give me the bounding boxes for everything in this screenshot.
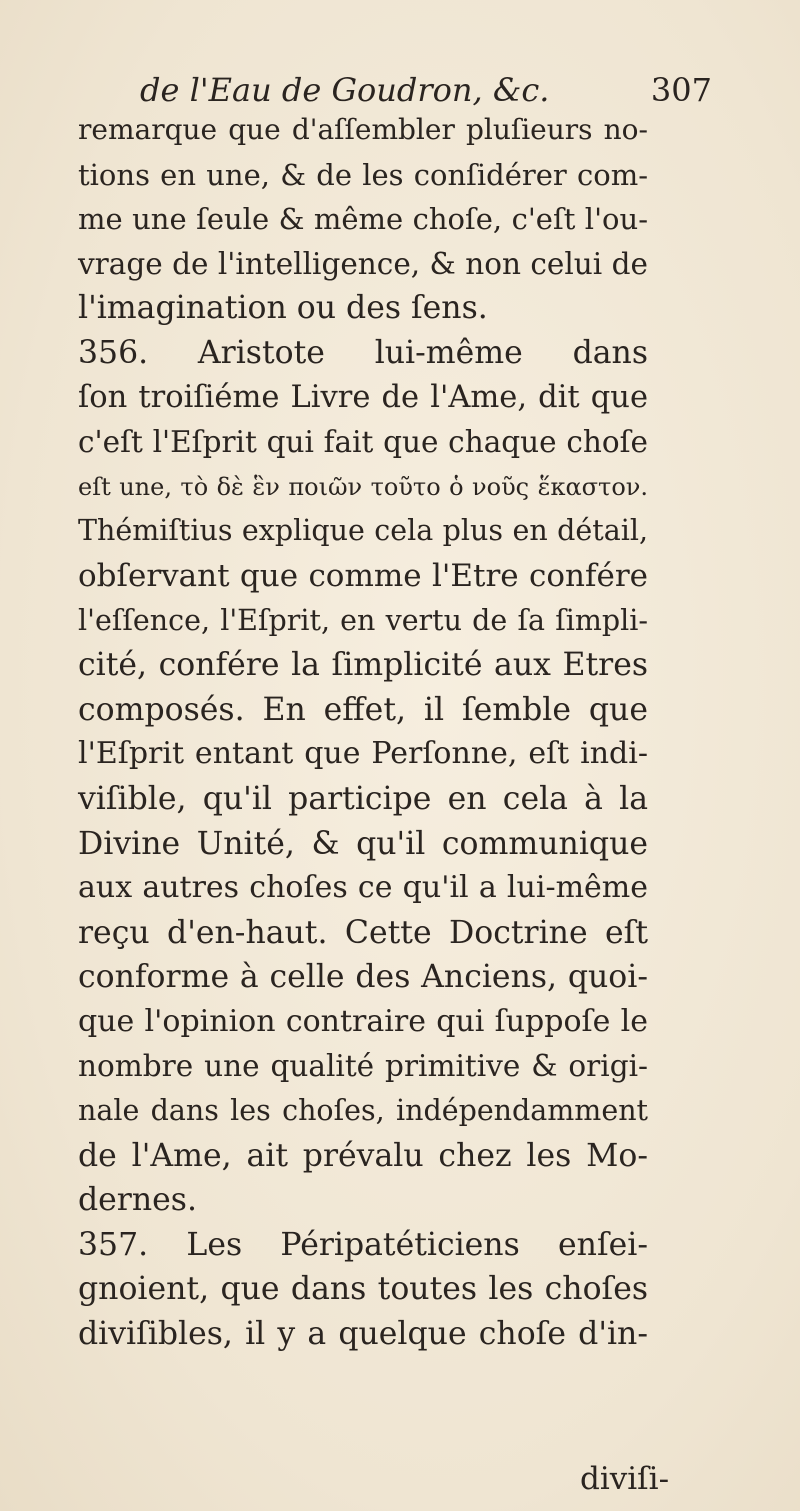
text-line: l'imagination ou des ſens. xyxy=(78,290,488,327)
text-line: de l'Ame, ait prévalu chez les Mo- xyxy=(78,1137,648,1174)
catchword: diviſi- xyxy=(580,1461,670,1497)
running-title: de l'Eau de Goudron, &c. xyxy=(140,71,550,109)
text-line: l'Eſprit entant que Perſonne, eſt indi- xyxy=(78,736,648,772)
text-line: viſible, qu'il participe en cela à la xyxy=(78,780,648,817)
paragraph-356-start: 356. Aristote lui-même dans xyxy=(78,334,648,371)
text-line: tions en une, & de les conſidérer com- xyxy=(78,157,648,192)
page-number: 307 xyxy=(650,71,712,109)
body-text xyxy=(78,108,648,1357)
text-line: c'eſt l'Eſprit qui fait que chaque choſe xyxy=(78,425,648,460)
text-line: remarque que d'aſſembler pluſieurs no- xyxy=(78,113,648,146)
text-line: aux autres choſes ce qu'il a lui-même xyxy=(78,870,648,906)
text-line: dernes. xyxy=(78,1182,197,1219)
text-line: l'eſſence, l'Eſprit, en vertu de ſa ſimpli- xyxy=(78,603,648,637)
text-line: obſervant que comme l'Etre confére xyxy=(78,557,648,594)
text-line: me une ſeule & même choſe, c'eſt l'ou- xyxy=(78,202,648,237)
text-line: reçu d'en-haut. Cette Doctrine eſt xyxy=(78,914,648,951)
page-header xyxy=(140,68,712,112)
text-line: Thémiſtius explique cela plus en détail, xyxy=(78,514,648,548)
text-line: nombre une qualité primitive & origi- xyxy=(78,1049,648,1084)
text-line: que l'opinion contraire qui ſuppoſe le xyxy=(78,1003,648,1039)
greek-quote-line: eſt une, τὸ δὲ ἓν ποιῶν τοῦτο ὁ νοῦς ἕκαστον. xyxy=(78,472,648,501)
text-line: Divine Unité, & qu'il communique xyxy=(78,825,648,862)
text-line: conforme à celle des Anciens, quoi- xyxy=(78,959,648,996)
text-line: gnoient, que dans toutes les choſes xyxy=(78,1271,648,1308)
text-line: vrage de l'intelligence, & non celui de xyxy=(78,246,648,281)
text-line: nale dans les choſes, indépendamment xyxy=(78,1094,648,1128)
text-line: ſon troiſiéme Livre de l'Ame, dit que xyxy=(78,379,648,415)
text-line: composés. En effet, il ſemble que xyxy=(78,691,648,728)
text-line: cité, confére la ſimplicité aux Etres xyxy=(78,647,648,684)
paragraph-357-start: 357. Les Péripatéticiens enſei- xyxy=(78,1226,648,1263)
text-line: diviſibles, il y a quelque choſe d'in- xyxy=(78,1316,648,1353)
